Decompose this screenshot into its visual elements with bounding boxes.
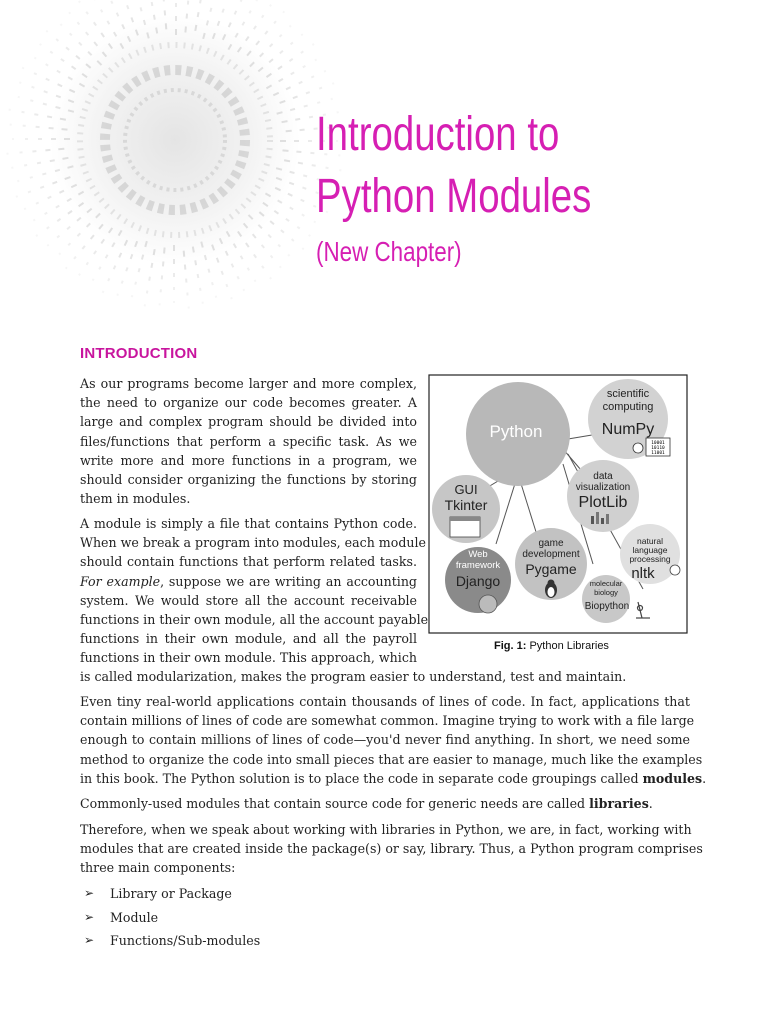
decor-dash bbox=[175, 29, 177, 35]
decor-dash bbox=[12, 138, 14, 140]
decor-dash bbox=[148, 277, 151, 281]
text-line: write more and more functions in a program, we bbox=[80, 452, 417, 468]
keyword-modules: modules bbox=[642, 770, 703, 786]
decor-dash bbox=[138, 268, 141, 272]
decor-dash bbox=[222, 8, 225, 12]
decor-dash bbox=[77, 22, 80, 26]
decor-dash bbox=[282, 11, 285, 14]
decor-dash bbox=[270, 220, 275, 225]
decor-dash bbox=[22, 67, 25, 70]
decor-dash bbox=[234, 10, 238, 14]
decor-dash bbox=[164, 10, 166, 15]
arrow-bullet-icon: ➢ bbox=[84, 909, 95, 924]
decor-dash bbox=[134, 281, 137, 284]
decor-dash bbox=[34, 57, 37, 60]
text-line: functions in their own module, and all the payroll bbox=[80, 631, 417, 647]
decor-dash bbox=[228, 22, 232, 27]
text-fragment: , suppose we are writing an accounting bbox=[160, 573, 417, 589]
decor-dash bbox=[92, 278, 95, 281]
decor-dash bbox=[311, 75, 315, 78]
plotlib-label-3: PlotLib bbox=[578, 494, 628, 511]
nltk-label-4: nltk bbox=[631, 565, 655, 582]
biopython-label-2: biology bbox=[594, 588, 618, 597]
decor-dash bbox=[17, 180, 19, 182]
decor-dash bbox=[82, 245, 86, 249]
decor-dash bbox=[47, 115, 52, 118]
decor-dash bbox=[65, 47, 69, 51]
decor-dash bbox=[118, 252, 122, 257]
decor-dash bbox=[306, 91, 310, 94]
decor-dash bbox=[287, 193, 292, 197]
decor-dash bbox=[50, 51, 54, 54]
arrow-bullet-icon: ➢ bbox=[84, 933, 95, 947]
chapter-subtitle: (New Chapter) bbox=[316, 236, 462, 267]
list-item bbox=[84, 882, 260, 906]
nltk-label-2: language bbox=[632, 545, 668, 555]
numpy-label-3: NumPy bbox=[601, 421, 655, 438]
decor-dash bbox=[300, 50, 304, 53]
decor-dash bbox=[67, 210, 72, 215]
paragraph-3 bbox=[80, 692, 707, 788]
decor-dash bbox=[247, 267, 250, 271]
text-line: As our programs become larger and more complex, bbox=[80, 376, 417, 391]
decor-dash bbox=[261, 244, 265, 248]
decor-dash bbox=[207, 269, 210, 273]
decor-dash bbox=[93, 250, 97, 254]
decor-dash bbox=[90, 235, 95, 240]
decor-dash bbox=[303, 174, 307, 177]
decor-dash bbox=[264, 30, 268, 34]
figure-caption bbox=[494, 640, 609, 652]
decor-dash bbox=[43, 90, 47, 93]
numpy-label-2: computing bbox=[602, 401, 654, 413]
decor-dash bbox=[28, 190, 32, 193]
decor-dash bbox=[126, 5, 129, 9]
decor-dash bbox=[100, 32, 105, 37]
decor-dash bbox=[56, 38, 60, 41]
decor-dash bbox=[144, 304, 146, 306]
text-line: is called modularization, makes the program easier to understand, test and maintain. bbox=[80, 669, 627, 684]
decor-dash bbox=[279, 50, 283, 54]
decor-dash bbox=[197, 274, 200, 278]
python-libraries-figure bbox=[428, 374, 688, 634]
decor-dash bbox=[175, 16, 177, 21]
decor-dash bbox=[290, 72, 294, 76]
decor-dash bbox=[55, 205, 59, 209]
list-item bbox=[84, 906, 260, 930]
caption-label: Fig. 1: bbox=[494, 640, 527, 652]
decor-dash bbox=[202, 302, 204, 304]
decor-dash bbox=[255, 40, 260, 45]
decor-dash bbox=[199, 0, 202, 3]
text-line bbox=[80, 794, 690, 813]
decor-dash bbox=[324, 70, 327, 73]
arrow-bullet-icon: ➢ bbox=[84, 886, 95, 900]
decor-dash bbox=[68, 12, 71, 15]
decor-dash bbox=[285, 218, 289, 222]
decor-dash bbox=[237, 276, 240, 280]
decor-dash bbox=[163, 0, 165, 1]
decor-dash bbox=[46, 226, 50, 229]
decor-dash bbox=[60, 23, 63, 26]
text-line: should consider organizing the functions by storing bbox=[80, 471, 417, 487]
decor-dash bbox=[302, 187, 306, 190]
decor-dash bbox=[19, 81, 22, 84]
decor-dash bbox=[289, 58, 293, 62]
decor-dash bbox=[42, 172, 46, 175]
decor-dash bbox=[298, 81, 302, 85]
nltk-label-3: processing bbox=[629, 554, 671, 564]
decor-dash bbox=[268, 234, 272, 238]
paragraph-1 bbox=[80, 374, 417, 508]
decor-dash bbox=[301, 214, 305, 217]
decor-dash bbox=[301, 33, 304, 36]
decor-dash bbox=[273, 21, 276, 25]
text-line: contain millions of lines of code are somewhat common. Imagine trying to work with a file large bbox=[80, 713, 695, 729]
decor-dash bbox=[60, 58, 64, 62]
decor-dash bbox=[188, 306, 190, 308]
decor-dash bbox=[161, 275, 163, 279]
magnifier-icon bbox=[633, 443, 643, 453]
decor-dash bbox=[9, 109, 11, 111]
decor-dash bbox=[51, 138, 56, 140]
text-fragment: . bbox=[648, 796, 653, 811]
decor-dash bbox=[146, 290, 148, 293]
text-line: functions in their own module. This approach, which bbox=[80, 650, 417, 666]
decor-dash bbox=[302, 65, 306, 68]
decor-dash bbox=[297, 226, 301, 229]
text-line: three main components: bbox=[80, 860, 236, 876]
decor-dash bbox=[277, 65, 282, 70]
decor-dash bbox=[56, 70, 60, 74]
decor-dash bbox=[110, 1, 113, 5]
decor-dash bbox=[240, 0, 243, 2]
decor-dash bbox=[35, 234, 38, 237]
decor-dash bbox=[18, 96, 20, 98]
plotlib-label-1: data bbox=[593, 471, 613, 482]
decor-dash bbox=[309, 116, 313, 119]
decor-dash bbox=[57, 235, 61, 238]
decor-dash bbox=[85, 31, 89, 35]
decor-dash bbox=[73, 256, 76, 260]
decor-dash bbox=[280, 140, 286, 142]
paragraph-4 bbox=[80, 794, 690, 813]
paragraph-2-continued bbox=[80, 667, 690, 686]
decor-dash bbox=[150, 263, 153, 268]
decor-dash bbox=[289, 207, 293, 211]
django-label-1: Web bbox=[468, 549, 488, 560]
list-item bbox=[84, 929, 260, 953]
decor-dash bbox=[269, 43, 273, 47]
decor-dash bbox=[24, 164, 27, 166]
text-fragment: Commonly-used modules that contain source code for generic needs are called bbox=[80, 796, 590, 811]
decor-dash bbox=[58, 252, 61, 255]
decor-dash bbox=[39, 43, 42, 46]
decor-dash bbox=[173, 273, 175, 277]
decor-dash bbox=[52, 181, 57, 185]
decor-dash bbox=[199, 288, 201, 291]
decor-dash bbox=[57, 83, 62, 87]
decor-dash bbox=[85, 11, 88, 15]
text-line bbox=[80, 769, 707, 788]
decor-dash bbox=[240, 255, 244, 259]
text-line: A module is simply a file that contains Python code. bbox=[80, 516, 417, 531]
decor-dash bbox=[6, 153, 8, 155]
decor-dash bbox=[261, 15, 264, 19]
text-line: them in modules. bbox=[80, 491, 191, 507]
decor-dash bbox=[302, 247, 305, 250]
binary-text: 10110 bbox=[651, 446, 665, 451]
decor-dash bbox=[45, 149, 50, 151]
decor-dash bbox=[57, 218, 61, 222]
decor-dash bbox=[221, 271, 224, 275]
binary-text: 10001 bbox=[651, 441, 665, 446]
decor-dash bbox=[308, 140, 312, 142]
text-line: Even tiny real-world applications contain thousands of lines of code. In fact, applications that bbox=[80, 694, 690, 709]
decor-dash bbox=[68, 242, 72, 246]
decor-dash bbox=[185, 279, 187, 283]
decor-dash bbox=[130, 17, 134, 22]
decor-dash bbox=[11, 167, 13, 169]
decor-dash bbox=[77, 233, 81, 237]
decor-dash bbox=[16, 195, 19, 198]
decor-dash bbox=[125, 267, 128, 271]
decor-dash bbox=[37, 162, 41, 165]
decor-dash bbox=[86, 262, 89, 266]
decor-dash bbox=[69, 33, 73, 37]
decor-dash bbox=[43, 103, 47, 106]
decor-dash bbox=[254, 279, 257, 282]
text-line: system. We would store all the account receivable bbox=[80, 592, 417, 608]
decor-dash bbox=[113, 265, 117, 269]
example-emphasis: For example bbox=[80, 573, 161, 589]
decor-dash bbox=[36, 202, 40, 205]
decor-dash bbox=[186, 292, 188, 295]
decor-dash bbox=[173, 245, 175, 251]
decor-dash bbox=[98, 266, 101, 270]
chapter-title bbox=[316, 104, 591, 228]
decor-dash bbox=[184, 265, 186, 270]
component-list bbox=[84, 882, 260, 953]
pygame-label-1: game bbox=[538, 538, 564, 549]
decor-dash bbox=[187, 1, 189, 5]
numpy-label-1: scientific bbox=[606, 388, 650, 400]
decor-dash bbox=[160, 289, 162, 292]
decor-dash bbox=[269, 277, 272, 280]
decor-dash bbox=[280, 229, 284, 233]
decor-dash bbox=[173, 287, 175, 290]
text-line bbox=[80, 572, 417, 591]
decor-dash bbox=[34, 113, 38, 116]
decor-dash bbox=[291, 238, 295, 241]
paragraph-5 bbox=[80, 820, 703, 878]
decor-dash bbox=[304, 105, 308, 108]
decor-dash bbox=[75, 55, 80, 60]
decor-dash bbox=[65, 267, 68, 270]
decor-dash bbox=[121, 280, 124, 284]
decor-dash bbox=[209, 8, 212, 12]
decor-dash bbox=[242, 21, 246, 25]
django-label-3: Django bbox=[455, 573, 501, 589]
decor-dash bbox=[287, 254, 290, 257]
text-fragment: in this book. The Python solution is to place the code in separate code groupings called bbox=[80, 770, 643, 786]
decor-dash bbox=[66, 226, 70, 230]
paragraph-2 bbox=[80, 514, 429, 668]
decor-dash bbox=[93, 22, 97, 26]
python-label: Python bbox=[489, 422, 543, 441]
decor-dash bbox=[300, 129, 305, 131]
decorative-burst bbox=[0, 0, 360, 330]
decor-dash bbox=[231, 263, 235, 267]
list-item-label: Functions/Sub-modules bbox=[110, 933, 261, 948]
decor-dash bbox=[44, 212, 48, 215]
decor-dash bbox=[33, 219, 36, 222]
chapter-title-line1: Introduction to bbox=[316, 108, 560, 161]
decor-dash bbox=[21, 111, 24, 113]
decor-dash bbox=[38, 138, 42, 140]
binary-text: 11001 bbox=[651, 451, 665, 456]
decor-dash bbox=[308, 234, 311, 237]
decor-dash bbox=[116, 293, 119, 296]
decor-dash bbox=[242, 289, 245, 292]
decor-dash bbox=[30, 176, 33, 179]
pygame-label-3: Pygame bbox=[525, 561, 577, 577]
decor-dash bbox=[312, 43, 315, 46]
globe-icon bbox=[479, 595, 497, 613]
text-line: the need to organize our code becomes greater. A bbox=[80, 395, 417, 411]
decor-dash bbox=[197, 12, 200, 17]
text-line: Therefore, when we speak about working with libraries in Python, we are, in fact, working with bbox=[80, 822, 692, 837]
decor-dash bbox=[107, 278, 110, 282]
decor-dash bbox=[225, 284, 228, 288]
decor-dash bbox=[32, 150, 36, 152]
decor-dash bbox=[40, 186, 44, 189]
window-titlebar bbox=[450, 517, 480, 521]
decor-dash bbox=[94, 0, 97, 1]
decor-dash bbox=[64, 138, 70, 140]
nltk-label-1: natural bbox=[637, 536, 663, 546]
decor-dash bbox=[47, 244, 50, 247]
biopython-label-3: Biopython bbox=[584, 601, 630, 612]
plotlib-label-2: visualization bbox=[575, 482, 631, 493]
decor-dash bbox=[300, 199, 304, 203]
decor-dash bbox=[253, 254, 257, 258]
decor-dash bbox=[36, 126, 40, 128]
decor-dash bbox=[105, 254, 109, 258]
decor-dash bbox=[331, 98, 333, 100]
decor-dash bbox=[78, 42, 82, 46]
decor-dash bbox=[270, 255, 273, 259]
decor-dash bbox=[107, 20, 111, 24]
caption-text: Python Libraries bbox=[526, 640, 609, 652]
decor-dash bbox=[211, 282, 214, 285]
decor-dash bbox=[46, 30, 49, 33]
decor-dash bbox=[293, 95, 298, 99]
decor-dash bbox=[102, 291, 105, 294]
decor-dash bbox=[277, 244, 281, 248]
text-line: modules that are created inside the package(s) or say, library. Thus, a Python program comprises bbox=[80, 841, 703, 857]
text-line: files/functions that perform a specific task. As we bbox=[80, 433, 417, 449]
decor-dash bbox=[298, 162, 303, 165]
decor-dash bbox=[173, 259, 175, 264]
decor-dash bbox=[24, 207, 27, 210]
decor-dash bbox=[30, 99, 33, 102]
decor-dash bbox=[173, 301, 175, 303]
decor-dash bbox=[290, 42, 294, 45]
decor-dash bbox=[216, 258, 220, 263]
keyword-libraries: libraries bbox=[589, 796, 649, 811]
list-item-label: Library or Package bbox=[110, 886, 232, 901]
decor-dash bbox=[245, 242, 250, 247]
decor-dash bbox=[230, 297, 233, 300]
decor-dash bbox=[131, 295, 133, 297]
decor-dash bbox=[140, 7, 143, 11]
decor-dash bbox=[215, 296, 217, 298]
decor-dash bbox=[23, 125, 26, 127]
decor-dash bbox=[279, 266, 282, 269]
decor-dash bbox=[294, 140, 299, 142]
decor-dash bbox=[47, 196, 51, 200]
decor-dash bbox=[269, 4, 272, 7]
decor-dash bbox=[151, 2, 154, 6]
decor-dash bbox=[34, 72, 38, 75]
decor-dash bbox=[78, 273, 81, 276]
decor-dash bbox=[19, 151, 22, 153]
text-line: When we break a program into modules, each module bbox=[80, 535, 426, 551]
decor-dash bbox=[25, 138, 28, 140]
decor-dash bbox=[319, 87, 323, 90]
chapter-title-line2: Python Modules bbox=[316, 170, 592, 223]
decor-dash bbox=[279, 34, 283, 38]
section-heading-introduction: INTRODUCTION bbox=[80, 345, 198, 362]
decor-dash bbox=[249, 10, 252, 14]
django-label-2: framework bbox=[455, 560, 501, 571]
decor-dash bbox=[45, 63, 49, 66]
decor-dash bbox=[45, 78, 49, 82]
decor-dash bbox=[10, 124, 12, 126]
decor-dash bbox=[310, 152, 314, 154]
text-fragment: . bbox=[702, 770, 707, 786]
decor-dash bbox=[100, 9, 103, 13]
decor-dash bbox=[116, 12, 120, 16]
decor-dash bbox=[261, 265, 264, 269]
tkinter-label-2: Tkinter bbox=[444, 497, 488, 513]
decor-dash bbox=[253, 25, 257, 29]
list-item-label: Module bbox=[110, 909, 159, 925]
decor-dash bbox=[78, 0, 81, 3]
text-line: functions in their own module, all the account payable bbox=[80, 611, 429, 627]
pygame-label-2: development bbox=[522, 549, 580, 560]
decor-dash bbox=[159, 303, 161, 305]
decor-dash bbox=[175, 3, 177, 7]
text-line: enough to contain millions of lines of code—you'd never find anything. In short, we need some bbox=[80, 732, 690, 748]
decor-dash bbox=[332, 82, 335, 85]
decor-dash bbox=[289, 25, 292, 28]
text-line: should contain functions that perform related tasks. bbox=[80, 554, 417, 570]
text-line: large and complex program should be divided into bbox=[80, 414, 417, 430]
text-line: method to organize the code into small pieces that are easier to manage, much like the examples bbox=[80, 751, 703, 767]
biopython-label-1: molecular bbox=[589, 579, 623, 588]
decor-dash bbox=[256, 0, 259, 2]
decor-dash bbox=[31, 86, 35, 89]
person-icon bbox=[670, 565, 680, 575]
tkinter-label-1: GUI bbox=[454, 482, 478, 497]
decor-dash bbox=[314, 59, 317, 62]
